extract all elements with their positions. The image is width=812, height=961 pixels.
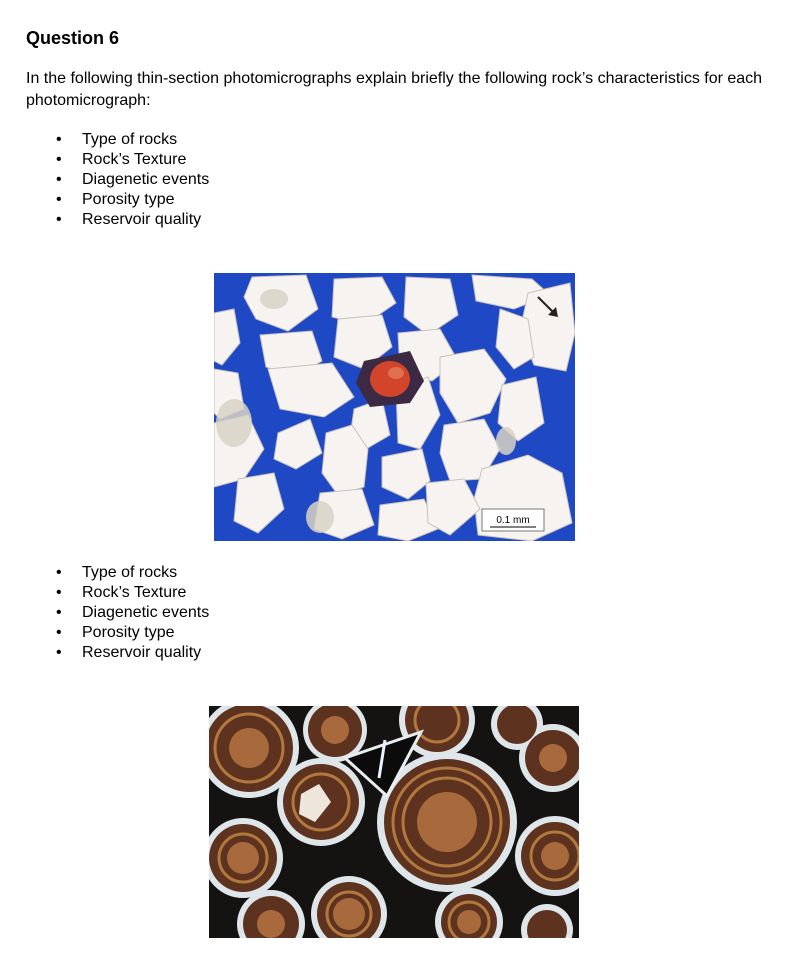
question-title: Question 6 xyxy=(26,28,120,48)
list-item-label: Reservoir quality xyxy=(82,211,202,228)
criteria-list-2 xyxy=(56,563,209,663)
bullet-icon: • xyxy=(56,564,62,581)
list-item-label: Rock’s Texture xyxy=(82,584,187,601)
bullet-icon: • xyxy=(56,644,62,661)
list-item-label: Rock’s Texture xyxy=(82,151,187,168)
list-item xyxy=(56,603,209,623)
bullet-icon: • xyxy=(56,151,62,168)
list-item-label: Reservoir quality xyxy=(82,644,202,661)
list-item xyxy=(56,583,209,603)
list-item xyxy=(56,210,209,230)
oolitic-photomicrograph xyxy=(209,706,579,938)
bullet-icon: • xyxy=(56,604,62,621)
list-item xyxy=(56,623,209,643)
bullet-icon: • xyxy=(56,171,62,188)
list-item-label: Porosity type xyxy=(82,624,175,641)
scale-bar-label: 0.1 mm xyxy=(496,515,530,526)
list-item xyxy=(56,563,209,583)
sandstone-photomicrograph xyxy=(214,273,575,541)
list-item-label: Diagenetic events xyxy=(82,604,210,621)
list-item xyxy=(56,150,209,170)
list-item xyxy=(56,190,209,210)
bullet-icon: • xyxy=(56,131,62,148)
question-intro: In the following thin-section photomicrographs explain briefly the following rock’s characteristics for each photomicrograph: xyxy=(26,70,763,109)
list-item-label: Type of rocks xyxy=(82,131,178,148)
bullet-icon: • xyxy=(56,211,62,228)
bullet-icon: • xyxy=(56,584,62,601)
list-item-label: Porosity type xyxy=(82,191,175,208)
list-item-label: Diagenetic events xyxy=(82,171,210,188)
bullet-icon: • xyxy=(56,624,62,641)
criteria-list-1 xyxy=(56,130,209,230)
list-item xyxy=(56,643,209,663)
list-item-label: Type of rocks xyxy=(82,564,178,581)
list-item xyxy=(56,130,209,150)
bullet-icon: • xyxy=(56,191,62,208)
list-item xyxy=(56,170,209,190)
